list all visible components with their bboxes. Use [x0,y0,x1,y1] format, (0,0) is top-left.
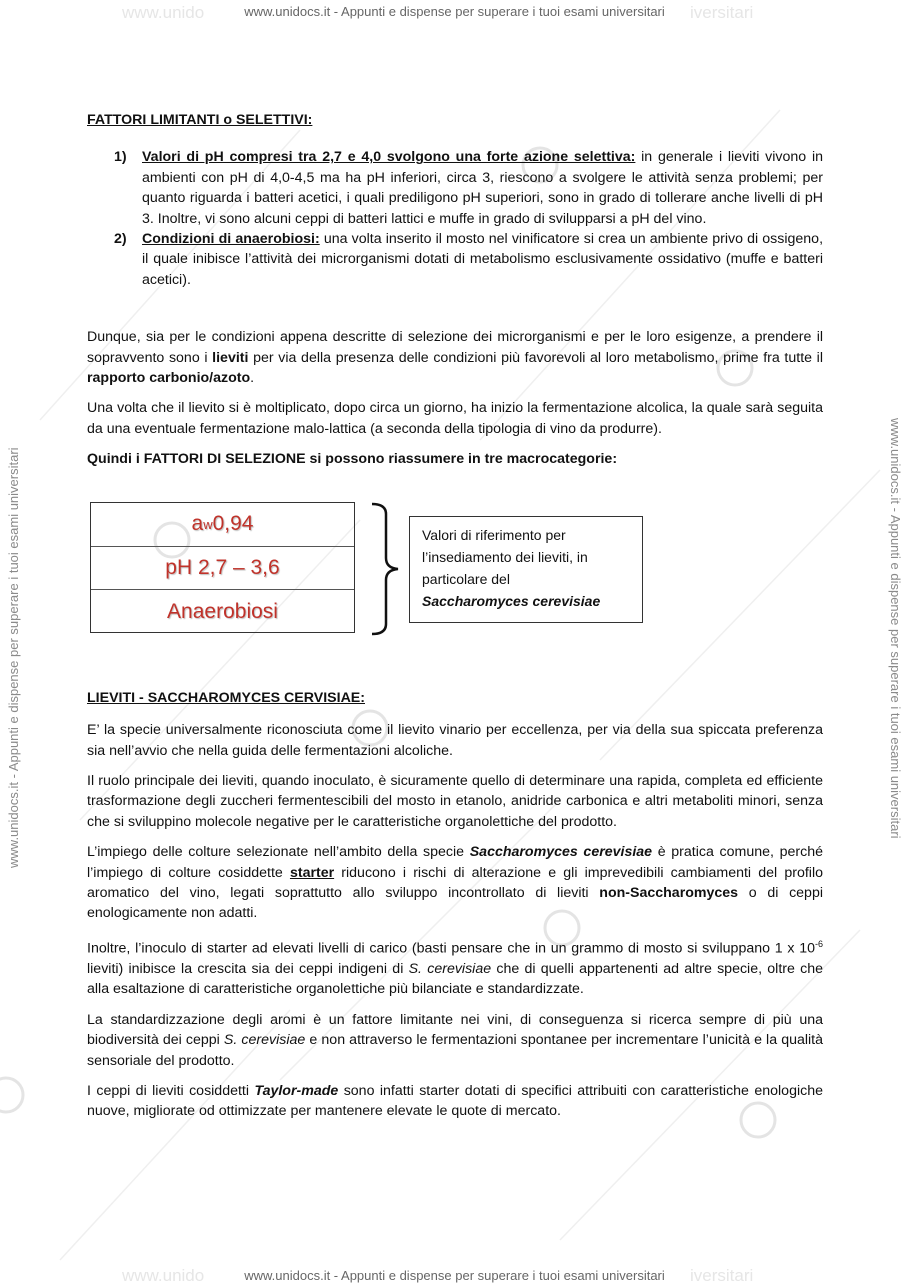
paragraph: Una volta che il lievito si è moltiplicato, dopo circa un giorno, ha inizio la fermentazione alcolica, la quale sarà seguita da una eventuale fermentazione malo-lattica (a seconda della tipologia di vino da produrre). [87,400,823,437]
factor-row-ph: pH 2,7 – 3,6 [91,547,354,591]
italic-run: S. cerevisiae [408,960,492,977]
text-run: Inoltre, l’inoculo di starter ad elevati livelli di carico (basti pensare che in un grammo di mosto si sviluppano 1 x 10 [87,940,815,957]
watermark-ghost-right-bottom: iversitari [690,1266,754,1285]
bold-italic-run: Saccharomyces cerevisiae [469,844,653,861]
list-lead: Condizioni di anaerobiosi: [142,231,320,248]
paragraph [87,842,823,924]
watermark-side-right: www.unidocs.it - Appunti e dispense per superare i tuoi esami universitari [888,418,903,839]
section-heading-lieviti: LIEVITI - SACCHAROMYCES CERVISIAE: [87,689,365,706]
reference-box [409,516,643,623]
bold-run: rapporto carbonio/azoto [87,370,251,387]
bold-italic-run: Taylor-made [254,1082,339,1099]
text-run: e non attraverso le fermentazioni spontanee per incrementare l’unicità e la qualità sensoriale del prodotto. [87,1032,824,1069]
bold-run: non-Saccharomyces [599,884,739,901]
paragraph [87,327,823,388]
factor-row-aw [91,503,354,547]
factor-aw-letter: a [191,512,204,536]
text-run: . [250,370,255,387]
list-lead: Valori di pH compresi tra 2,7 e 4,0 svolgono una forte azione selettiva: [142,149,636,166]
reference-line: l’insediamento dei lieviti, in [422,549,588,565]
text-run: I ceppi di lieviti cosiddetti [87,1082,255,1099]
watermark-footer: www.unidocs.it - Appunti e dispense per superare i tuoi esami universitari [244,1268,665,1283]
watermark-ghost-right: iversitari [690,3,754,22]
text-run: Dunque, sia per le condizioni appena descritte di selezione dei microrganismi e per le loro esigenze, a prendere il sopravvento sono i [87,329,823,366]
section-heading-fattori: FATTORI LIMITANTI o SELETTIVI: [87,112,313,128]
watermark-ghost-left: www.unido [122,3,205,22]
text-run: L’impiego delle colture selezionate nell’ambito della specie [87,844,470,861]
text-run: che di quelli appartenenti ad altre specie, oltre che alla esaltazione di caratteristiche organolettiche più bilanciate e standardizzate. [87,960,823,998]
bold-underline-run: starter [289,864,335,881]
reference-species: Saccharomyces cerevisiae [422,593,601,609]
text-run: per via della presenza delle condizioni più favorevoli al loro metabolismo, prime fra tutte il [248,349,823,366]
bold-run: lieviti [212,349,249,366]
list-item [87,147,823,229]
paragraph [87,1010,823,1071]
list-text: una volta inserito il mosto nel vinificatore si crea un ambiente privo di ossigeno, il quale inibisce l’attività dei microrganismi dotati di metabolismo esclusivamente ossidativo (muffe e batteri acetici). [142,231,824,288]
superscript: -6 [814,938,823,949]
reference-line: Valori di riferimento per [422,527,566,543]
text-run: è pratica comune, perché l’impiego di colture cosiddette [87,844,823,881]
list-item [87,229,823,290]
list-number: 1) [114,149,127,166]
text-run: lieviti) inibisce la crescita sia dei ceppi indigeni di [87,960,409,977]
text-run: sono infatti starter dotati di specifici attribuiti con caratteristiche enologiche nuove, migliorate od ottimizzate per mantenere elevate le quote di mercato. [87,1082,823,1120]
text-run: La standardizzazione degli aromi è un fattore limitante nei vini, di conseguenza si ricerca sempre di più una biodiversità dei ceppi [87,1011,823,1049]
text-run: o di ceppi enologicamente non adatti. [87,884,823,922]
paragraph: Il ruolo principale dei lieviti, quando inoculato, è sicuramente quello di determinare una rapida, completa ed efficiente trasformazione degli zuccheri fermentescibili del mosto in etanolo, anidride carbonica e altri metaboliti minori, senza che si sviluppino molecole negative per le caratteristiche organolettiche del prodotto. [87,772,823,830]
italic-run: S. cerevisiae [223,1032,306,1049]
factor-row-anaerobiosi: Anaerobiosi [167,599,278,623]
list-text: in generale i lieviti vivono in ambienti con pH di 4,0-4,5 ma ha pH inferiori, circa 3, riescono a svolgere le attività senza problemi; per quanto riguarda i batteri acetici, i quali prediligono pH superiori, sono in grado di tollerare anche livelli di pH 3. Inoltre, vi sono alcuni ceppi di batteri lattici e muffe in grado di svilupparsi a pH del vino. [142,149,823,227]
reference-line: particolare del [422,571,510,587]
paragraph [87,934,823,1000]
selective-factors-list [87,147,823,290]
watermark-ghost-left-bottom: www.unido [122,1266,205,1285]
watermark-header: www.unidocs.it - Appunti e dispense per superare i tuoi esami universitari [244,4,665,19]
selection-factors-table [90,502,355,633]
factor-aw-value: 0,94 [212,512,254,536]
text-run: riducono i rischi di alterazione e gli imprevedibili cambiamenti del profilo aromatico del vino, legati soprattutto allo sviluppo incontrollato di lieviti [87,864,823,901]
paragraph-summary: Quindi i FATTORI DI SELEZIONE si possono riassumere in tre macrocategorie: [87,451,618,468]
paragraph [87,1081,823,1122]
factor-aw-subscript: w [203,516,213,532]
paragraph: E’ la specie universalmente riconosciuta come il lievito vinario per eccellenza, per via della sua spiccata preferenza sia nell’avvio che nella guida delle fermentazioni alcoliche. [87,722,823,759]
curly-brace-icon [368,502,402,636]
watermark-side-left: www.unidocs.it - Appunti e dispense per superare i tuoi esami universitari [6,447,21,868]
list-number: 2) [114,231,127,248]
